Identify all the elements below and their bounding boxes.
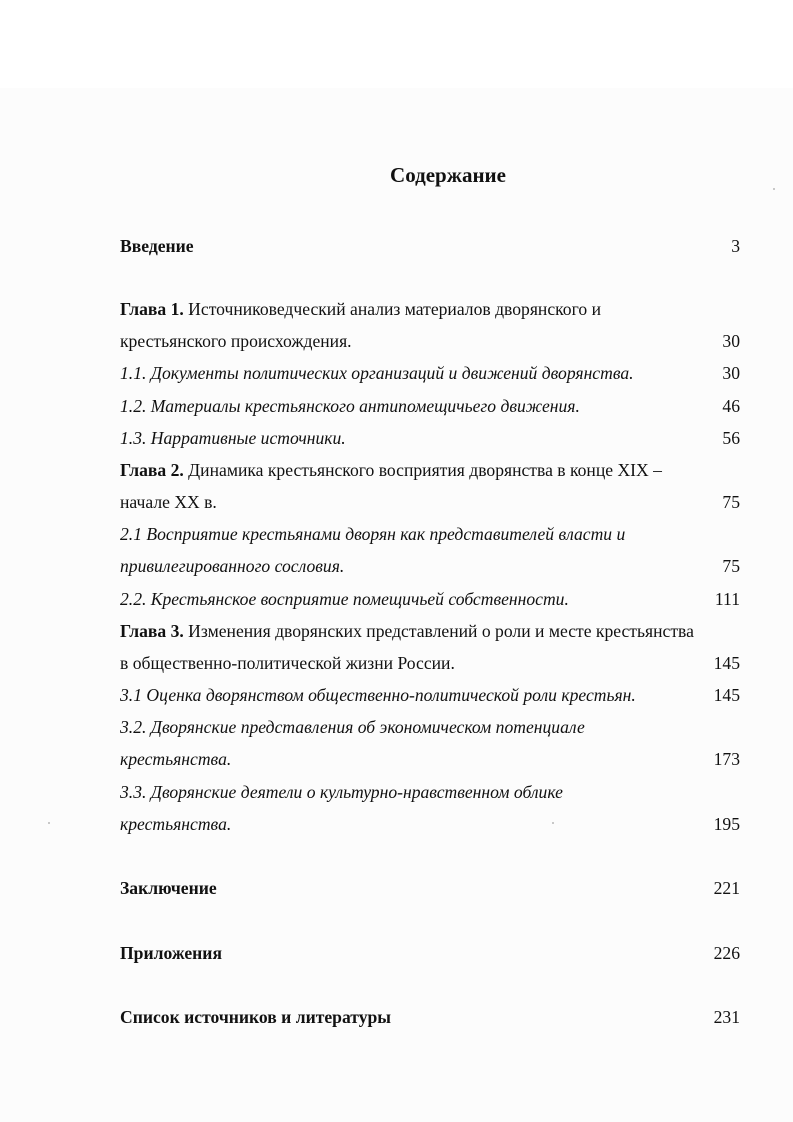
toc-entry-text [120,455,662,485]
toc-entry-chapter-1-cont[interactable] [120,326,740,356]
toc-entry-text: 1.2. Материалы крестьянского антипомещичьего движения. [120,396,580,416]
toc-entry-conclusion[interactable] [120,873,740,903]
chapter-title: Источниковедческий анализ материалов дворянского и [183,299,601,319]
scan-speck [773,188,775,190]
toc-entry-text: привилегированного сословия. [120,556,345,576]
scan-speck [48,822,50,824]
toc-entry-text: крестьянства. [120,749,232,769]
toc-page-number: 46 [722,396,740,416]
toc-page-number: 3 [731,236,740,256]
toc-page-number: 30 [722,331,740,351]
toc-page-number: 226 [713,943,740,963]
toc-entry-appendices[interactable] [120,938,740,968]
toc-entry-2-2[interactable] [120,584,740,614]
toc-entry-chapter-1[interactable] [120,294,740,324]
toc-page-number: 75 [722,556,740,576]
toc-entry-text [120,294,601,324]
toc-entry-text: 1.1. Документы политических организаций и движений дворянства. [120,363,634,383]
toc-entry-text: 2.1 Восприятие крестьянами дворян как представителей власти и [120,524,626,544]
toc-entry-text: 3.1 Оценка дворянством общественно-политической роли крестьян. [120,685,636,705]
toc-entry-chapter-3-cont[interactable] [120,648,740,678]
toc-entry-text: Заключение [120,878,217,898]
toc-entry-text: Список источников и литературы [120,1007,392,1027]
toc-entry-chapter-2-cont[interactable] [120,487,740,517]
scan-speck [552,822,554,824]
chapter-title: Изменения дворянских представлений о роли и месте крестьянства [183,621,694,641]
chapter-label: Глава 2. [120,460,184,480]
toc-entry-text: Введение [120,236,194,256]
chapter-label: Глава 1. [120,299,184,319]
chapter-title: Динамика крестьянского восприятия дворянства в конце XIX – [183,460,662,480]
toc-entry-text: Приложения [120,943,222,963]
toc-entry-3-3-cont[interactable] [120,809,740,839]
toc-entry-3-1[interactable] [120,680,740,710]
toc-entry-chapter-2[interactable] [120,455,740,485]
toc-entry-1-3[interactable] [120,423,740,453]
page-title: Содержание [390,163,506,187]
toc-page-number: 56 [722,428,740,448]
toc-page-number: 75 [722,492,740,512]
toc-entry-text: крестьянства. [120,814,232,834]
toc-page-number: 111 [714,589,740,609]
toc-page-number: 173 [713,749,740,769]
toc-page-number: 221 [713,878,740,898]
toc-page-number: 145 [713,653,740,673]
toc-entry-3-2-cont[interactable] [120,744,740,774]
toc-entry-text: 2.2. Крестьянское восприятие помещичьей собственности. [120,589,569,609]
toc-page-number: 30 [722,363,740,383]
toc-entry-text: 1.3. Нарративные источники. [120,428,346,448]
toc-entry-1-2[interactable] [120,391,740,421]
toc-entry-text: в общественно-политической жизни России. [120,653,455,673]
toc-entry-3-2[interactable] [120,712,740,742]
toc-entry-introduction[interactable] [120,231,740,261]
toc-entry-2-1[interactable] [120,519,740,549]
toc-entry-2-1-cont[interactable] [120,551,740,581]
toc-entry-text: начале XX в. [120,492,217,512]
toc-page-number: 195 [713,814,740,834]
toc-page-number: 145 [713,685,740,705]
toc-entry-chapter-3[interactable] [120,616,740,646]
toc-entry-bibliography[interactable] [120,1002,740,1032]
toc-entry-text: 3.2. Дворянские представления об экономическом потенциале [120,717,585,737]
toc-entry-text: 3.3. Дворянские деятели о культурно-нравственном облике [120,782,563,802]
toc-entry-1-1[interactable] [120,358,740,388]
toc-entry-text [120,616,694,646]
chapter-label: Глава 3. [120,621,184,641]
toc-page-number: 231 [713,1007,740,1027]
toc-entry-3-3[interactable] [120,777,740,807]
toc-entry-text: крестьянского происхождения. [120,331,352,351]
